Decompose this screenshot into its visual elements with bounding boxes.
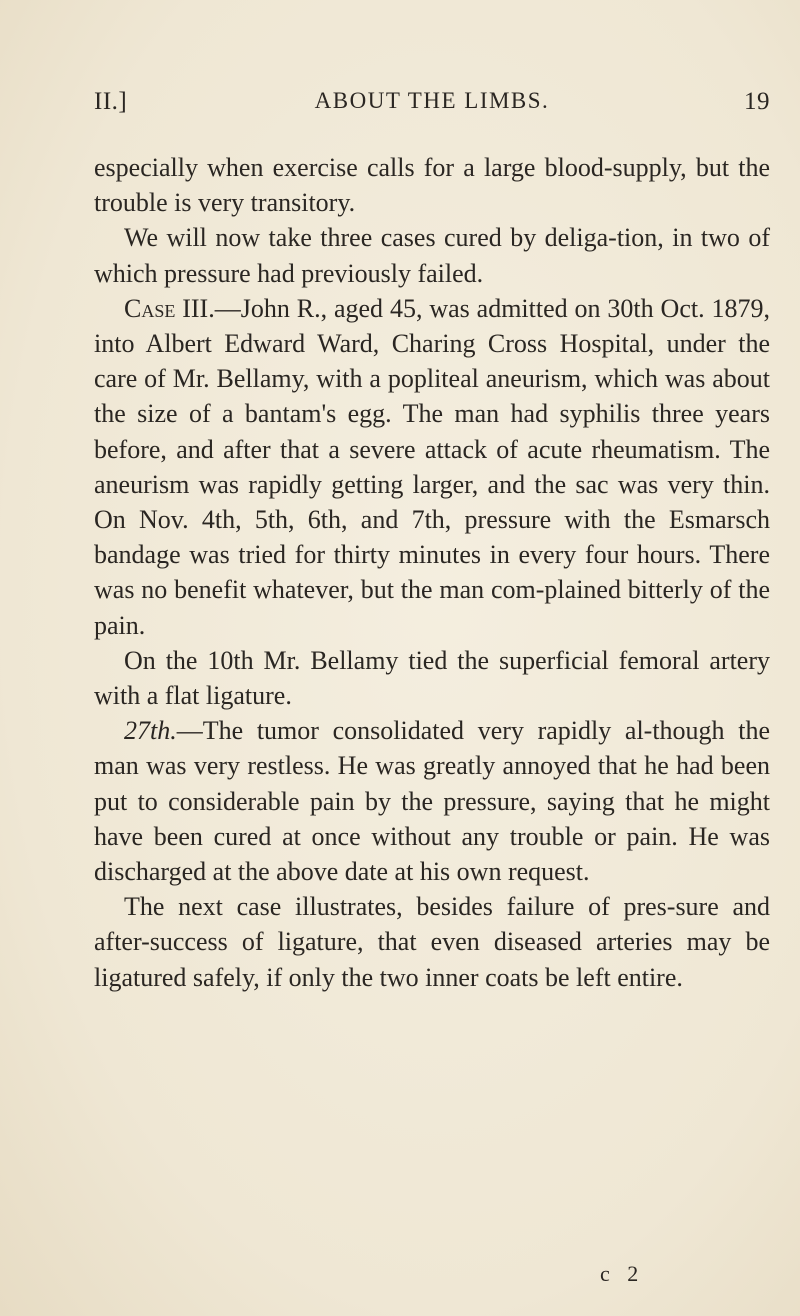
paragraph-1: especially when exercise calls for a large blood-supply, but the trouble is very transitory.: [94, 153, 770, 218]
case-text: —John R., aged 45, was admitted on 30th Oct. 1879, into Albert Edward Ward, Charing Cross Hospital, under the care of Mr. Bellamy, with a popliteal aneurism, which was about the size of a bantam's egg. The man had syphilis three years before, and after that a severe attack of acute rheumatism. The aneurism was rapidly getting larger, and the sac was very thin. On Nov. 4th, 5th, 6th, and 7th, pressure with the Esmarsch bandage was tried for thirty minutes in every four hours. There was no benefit whatever, but the man com-plained bitterly of the pain.: [94, 293, 770, 640]
paragraph-2: We will now take three cases cured by deliga-tion, in two of which pressure had previously failed.: [94, 223, 770, 288]
running-title: ABOUT THE LIMBS.: [314, 88, 550, 113]
paragraph-4: On the 10th Mr. Bellamy tied the superficial femoral artery with a flat ligature.: [94, 645, 770, 711]
paragraph-case-iii: [94, 291, 770, 643]
paragraph-27th: [94, 713, 770, 889]
body-text: [94, 150, 770, 995]
date-text: —The tumor consolidated very rapidly al-though the man was very restless. He was greatly annoyed that he had been put to considerable pain by the pressure, saying that he might have been cured at once without any trouble or pain. He was discharged at the above date at his own request.: [94, 716, 770, 887]
running-header: [94, 88, 770, 124]
signature-mark: c 2: [600, 1261, 645, 1286]
section-number: II.]: [94, 88, 128, 115]
date-label: 27th.: [124, 716, 177, 746]
paragraph-6: The next case illustrates, besides failure of pres-sure and after-success of ligature, that even diseased arteries may be ligatured safely, if only the two inner coats be left entire.: [94, 892, 770, 992]
page-number: 19: [744, 88, 770, 115]
case-label: Case III.: [124, 293, 215, 323]
